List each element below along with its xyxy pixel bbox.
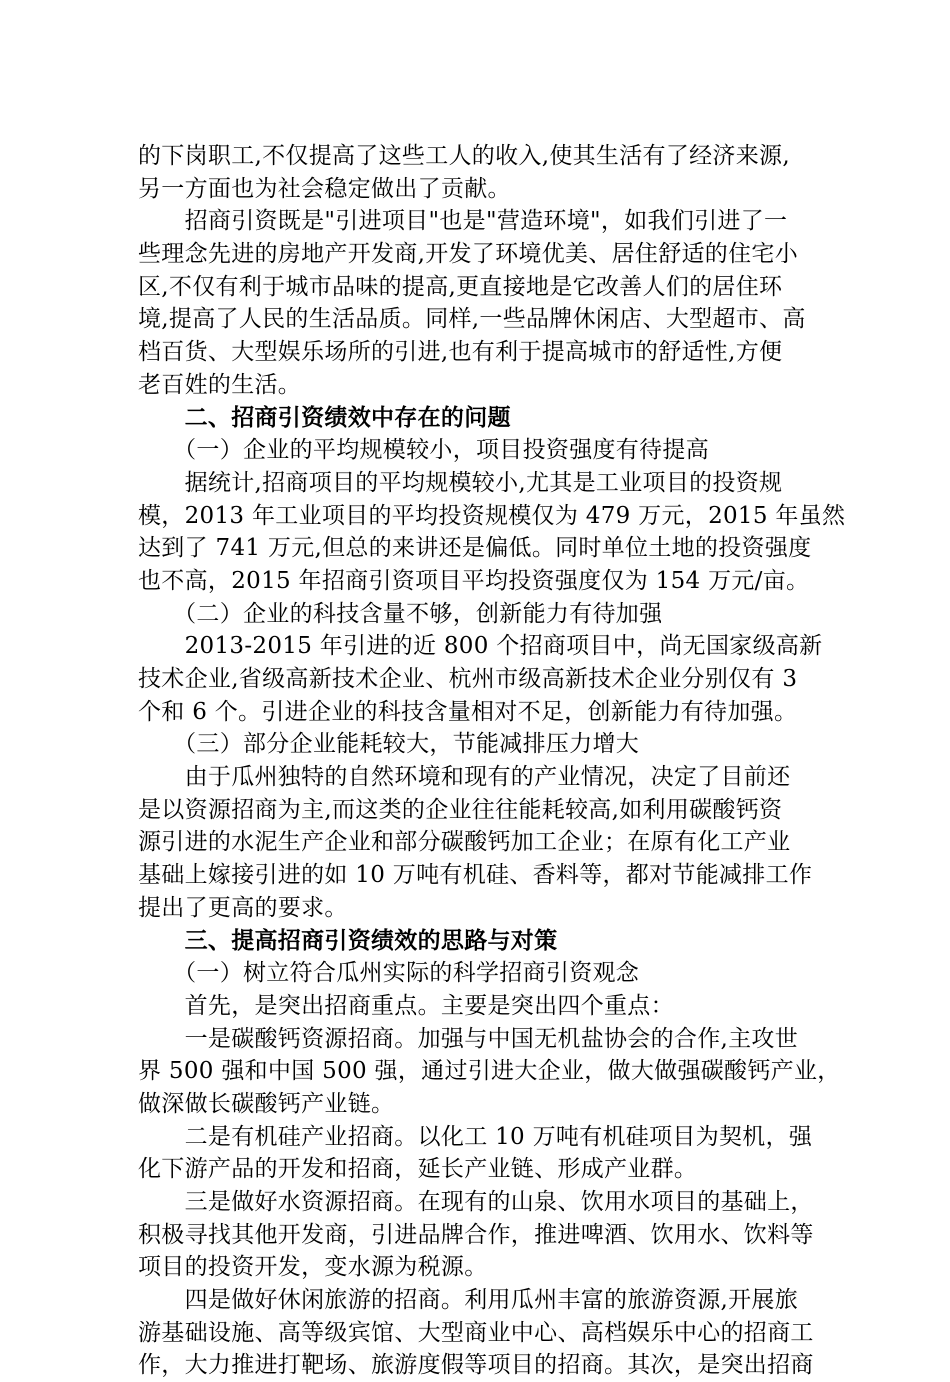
text-line: 技术企业,省级高新技术企业、杭州市级高新技术企业分别仅有 3	[138, 666, 798, 692]
subsection-heading: （一）树立符合瓜州实际的科学招商引资观念	[138, 960, 640, 987]
text-line: 游基础设施、高等级宾馆、大型商业中心、高档娱乐中心的招商工	[138, 1319, 814, 1346]
text-line: 个和 6 个。引进企业的科技含量相对不足，创新能力有待加强。	[138, 698, 798, 725]
text-line: 做深做长碳酸钙产业链。	[138, 1090, 395, 1117]
text-line: 一是碳酸钙资源招商。加强与中国无机盐协会的合作,主攻世	[138, 1025, 799, 1052]
text-line: 二是有机硅产业招商。以化工 10 万吨有机硅项目为契机，强	[138, 1123, 813, 1150]
text-line: 境,提高了人民的生活品质。同样,一些品牌休闲店、大型超市、高	[138, 306, 806, 333]
text-line: 区,不仅有利于城市品味的提高,更直接地是它改善人们的居住环	[138, 273, 783, 300]
text-line: 由于瓜州独特的自然环境和现有的产业情况，决定了目前还	[138, 764, 791, 791]
text-line: 化下游产品的开发和招商，延长产业链、形成产业群。	[138, 1156, 698, 1183]
text-line: 据统计,招商项目的平均规模较小,尤其是工业项目的投资规	[138, 469, 783, 496]
text-line: 作，大力推进打靶场、旅游度假等项目的招商。其次，是突出招商	[138, 1352, 814, 1379]
text-line: 提出了更高的要求。	[138, 894, 348, 921]
text-line: 也不高，2015 年招商引资项目平均投资强度仅为 154 万元/亩。	[138, 567, 810, 594]
text-line: 模，2013 年工业项目的平均投资规模仅为 479 万元，2015 年虽然	[138, 502, 846, 529]
text-line: 老百姓的生活。	[138, 371, 302, 398]
text-line: 项目的投资开发，变水源为税源。	[138, 1254, 488, 1281]
text-line: 首先，是突出招商重点。主要是突出四个重点：	[138, 992, 674, 1019]
text-line: 界 500 强和中国 500 强，通过引进大企业，做大做强碳酸钙产业，	[138, 1058, 841, 1085]
text-line: 积极寻找其他开发商，引进品牌合作，推进啤酒、饮用水、饮料等	[138, 1221, 814, 1248]
text-line: 四是做好休闲旅游的招商。利用瓜州丰富的旅游资源,开展旅	[138, 1287, 799, 1314]
text-line: 三是做好水资源招商。在现有的山泉、饮用水项目的基础上，	[138, 1189, 814, 1215]
section-heading: 三、提高招商引资绩效的思路与对策	[138, 927, 558, 954]
text-line: 档百货、大型娱乐场所的引进,也有利于提高城市的舒适性,方便	[138, 339, 783, 366]
text-line: 源引进的水泥生产企业和部分碳酸钙加工企业；在原有化工产业	[138, 829, 791, 856]
document-body	[138, 140, 858, 1382]
text-line: 基础上嫁接引进的如 10 万吨有机硅、香料等，都对节能减排工作	[138, 862, 813, 889]
text-line: 2013-2015 年引进的近 800 个招商项目中，尚无国家级高新	[138, 633, 823, 660]
text-line: 另一方面也为社会稳定做出了贡献。	[138, 175, 511, 202]
text-line: 些理念先进的房地产开发商,开发了环境优美、居住舒适的住宅小	[138, 241, 799, 268]
text-line: 达到了 741 万元,但总的来讲还是偏低。同时单位土地的投资强度	[138, 535, 812, 562]
text-line: 招商引资既是"引进项目"也是"营造环境"，如我们引进了一	[138, 208, 788, 235]
text-line: 是以资源招商为主,而这类的企业往往能耗较高,如利用碳酸钙资	[138, 796, 783, 823]
text-line: 的下岗职工,不仅提高了这些工人的收入,使其生活有了经济来源,	[138, 143, 790, 169]
subsection-heading: （一）企业的平均规模较小，项目投资强度有待提高	[138, 437, 709, 464]
subsection-heading: （三）部分企业能耗较大，节能减排压力增大	[138, 731, 640, 758]
section-heading: 二、招商引资绩效中存在的问题	[138, 404, 511, 431]
subsection-heading: （二）企业的科技含量不够，创新能力有待加强	[138, 600, 663, 627]
